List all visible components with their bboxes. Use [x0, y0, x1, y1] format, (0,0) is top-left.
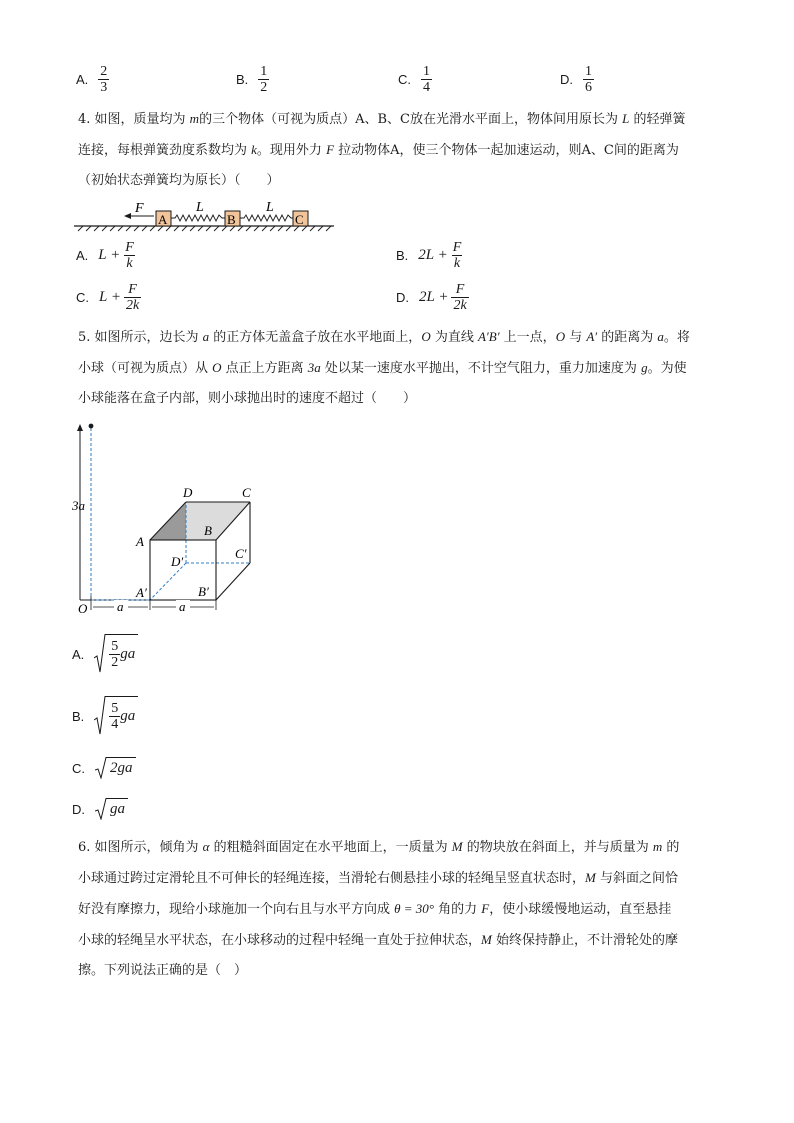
force-label: F: [135, 201, 144, 216]
option-label: B.: [72, 708, 85, 724]
q3-option-a[interactable]: [76, 64, 109, 95]
spring-ab-length: L: [196, 200, 204, 215]
option-label: A.: [76, 72, 89, 87]
point-o-label: O: [78, 601, 88, 616]
sqrt-expression: $\frac{5}{4}$ ga: [94, 696, 138, 736]
vertex-ap-label: A′: [136, 585, 147, 600]
vertex-d-label: D: [183, 485, 193, 500]
q3-option-d[interactable]: [560, 64, 594, 95]
q5-option-d[interactable]: [72, 798, 128, 820]
q5-option-a[interactable]: [72, 634, 138, 674]
q4-stem-line-2: 连接，每根弹簧劲度系数均为 k。现用外力 F 拉动物体A，使三个物体一起加速运动，则A、C间的距离为: [78, 142, 679, 158]
vertex-c-label: C: [242, 485, 251, 500]
q5-stem-line-2: 小球（可视为质点）从 O 点正上方距离 3a 处以某一速度水平抛出，不计空气阻力，重力加速度为 g。为使: [78, 360, 687, 376]
option-label: D.: [72, 801, 85, 817]
q6-stem-line-3: 好没有摩擦力，现给小球施加一个向右且与水平方向成 θ = 30° 角的力 F，使小球缓慢地运动，直至悬挂: [78, 901, 672, 917]
vertex-cp-label: C′: [235, 546, 247, 561]
q3-option-b[interactable]: [236, 64, 269, 95]
q4-option-c[interactable]: [76, 282, 141, 313]
vertex-bp-label: B′: [198, 584, 209, 599]
q6-stem-line-2: 小球通过跨过定滑轮且不可伸长的轻绳连接，当滑轮右侧悬挂小球的轻绳呈竖直状态时，M 与斜面之间恰: [78, 870, 678, 886]
q4-spring-figure: [72, 198, 342, 238]
height-axis-arrowhead: [77, 424, 83, 431]
q5-stem-line-1: 5. 如图所示，边长为 a 的正方体无盖盒子放在水平地面上，O 为直线 A′B′ 上一点，O 与 A′ 的距离为 a。将: [78, 329, 690, 345]
sqrt-expression: ga: [95, 798, 128, 820]
vertex-b-label: B: [204, 523, 212, 538]
option-label: A.: [76, 248, 89, 263]
spring-bc-length: L: [266, 200, 274, 215]
option-label: B.: [396, 248, 409, 263]
q5-option-b[interactable]: [72, 696, 138, 736]
option-label: D.: [396, 290, 409, 305]
q4-stem-line-3: （初始状态弹簧均为原长）（ ）: [78, 173, 280, 188]
sqrt-expression: 2ga: [95, 757, 136, 779]
option-label: C.: [398, 72, 411, 87]
option-expression: 2L + $\frac{F}{k}$: [418, 240, 462, 271]
spring-ab: [171, 215, 225, 221]
q5-stem-line-3: 小球能落在盒子内部，则小球抛出时的速度不超过（ ）: [78, 391, 417, 406]
q4-option-b[interactable]: [396, 240, 463, 271]
force-arrowhead: [124, 213, 131, 219]
block-c-label: C: [295, 212, 304, 227]
q5-option-c[interactable]: [72, 757, 136, 779]
ground-hatch: [78, 226, 331, 231]
block-b-label: B: [227, 212, 236, 227]
option-expression: L + $\frac{F}{2k}$: [99, 282, 140, 313]
height-label: 3a: [72, 498, 85, 513]
q6-stem-line-4: 小球的轻绳呈水平状态，在小球移动的过程中轻绳一直处于拉伸状态，M 始终保持静止，不计滑轮处的摩: [78, 932, 678, 948]
box-back-wall-shade: [186, 502, 250, 540]
q5-box-figure: [70, 418, 270, 618]
q4-option-d[interactable]: [396, 282, 469, 313]
q6-stem-line-5: 擦。下列说法正确的是（ ）: [78, 963, 248, 978]
q4-option-a[interactable]: [76, 240, 136, 271]
q4-stem-line-1: 4. 如图，质量均为 m的三个物体（可视为质点）A、B、C放在光滑水平面上，物体间用原长为 L 的轻弹簧: [78, 111, 686, 127]
spring-bc: [240, 215, 293, 221]
fraction: $\frac{1}{6}$: [585, 64, 592, 95]
option-label: A.: [72, 646, 85, 662]
ball: [89, 424, 94, 429]
q6-stem-line-1: 6. 如图所示，倾角为 α 的粗糙斜面固定在水平地面上，一质量为 M 的物块放在斜面上，并与质量为 m 的: [78, 839, 680, 855]
fraction: $\frac{2}{3}$: [100, 64, 108, 95]
block-a-label: A: [158, 212, 168, 227]
option-expression: 2L + $\frac{F}{2k}$: [419, 282, 467, 313]
dim-label-1: a: [117, 599, 124, 614]
q3-option-c[interactable]: [398, 64, 432, 95]
vertex-a-label: A: [136, 534, 144, 549]
option-label: C.: [72, 760, 85, 776]
dim-label-2: a: [179, 599, 186, 614]
option-expression: L + $\frac{F}{k}$: [98, 240, 134, 271]
sqrt-expression: $\frac{5}{2}$ ga: [94, 634, 138, 674]
fraction: $\frac{1}{2}$: [260, 64, 268, 95]
fraction: $\frac{1}{4}$: [423, 64, 430, 95]
option-label: D.: [560, 72, 573, 87]
option-label: C.: [76, 290, 89, 305]
option-label: B.: [236, 72, 249, 87]
vertex-dp-label: D′: [171, 554, 184, 569]
